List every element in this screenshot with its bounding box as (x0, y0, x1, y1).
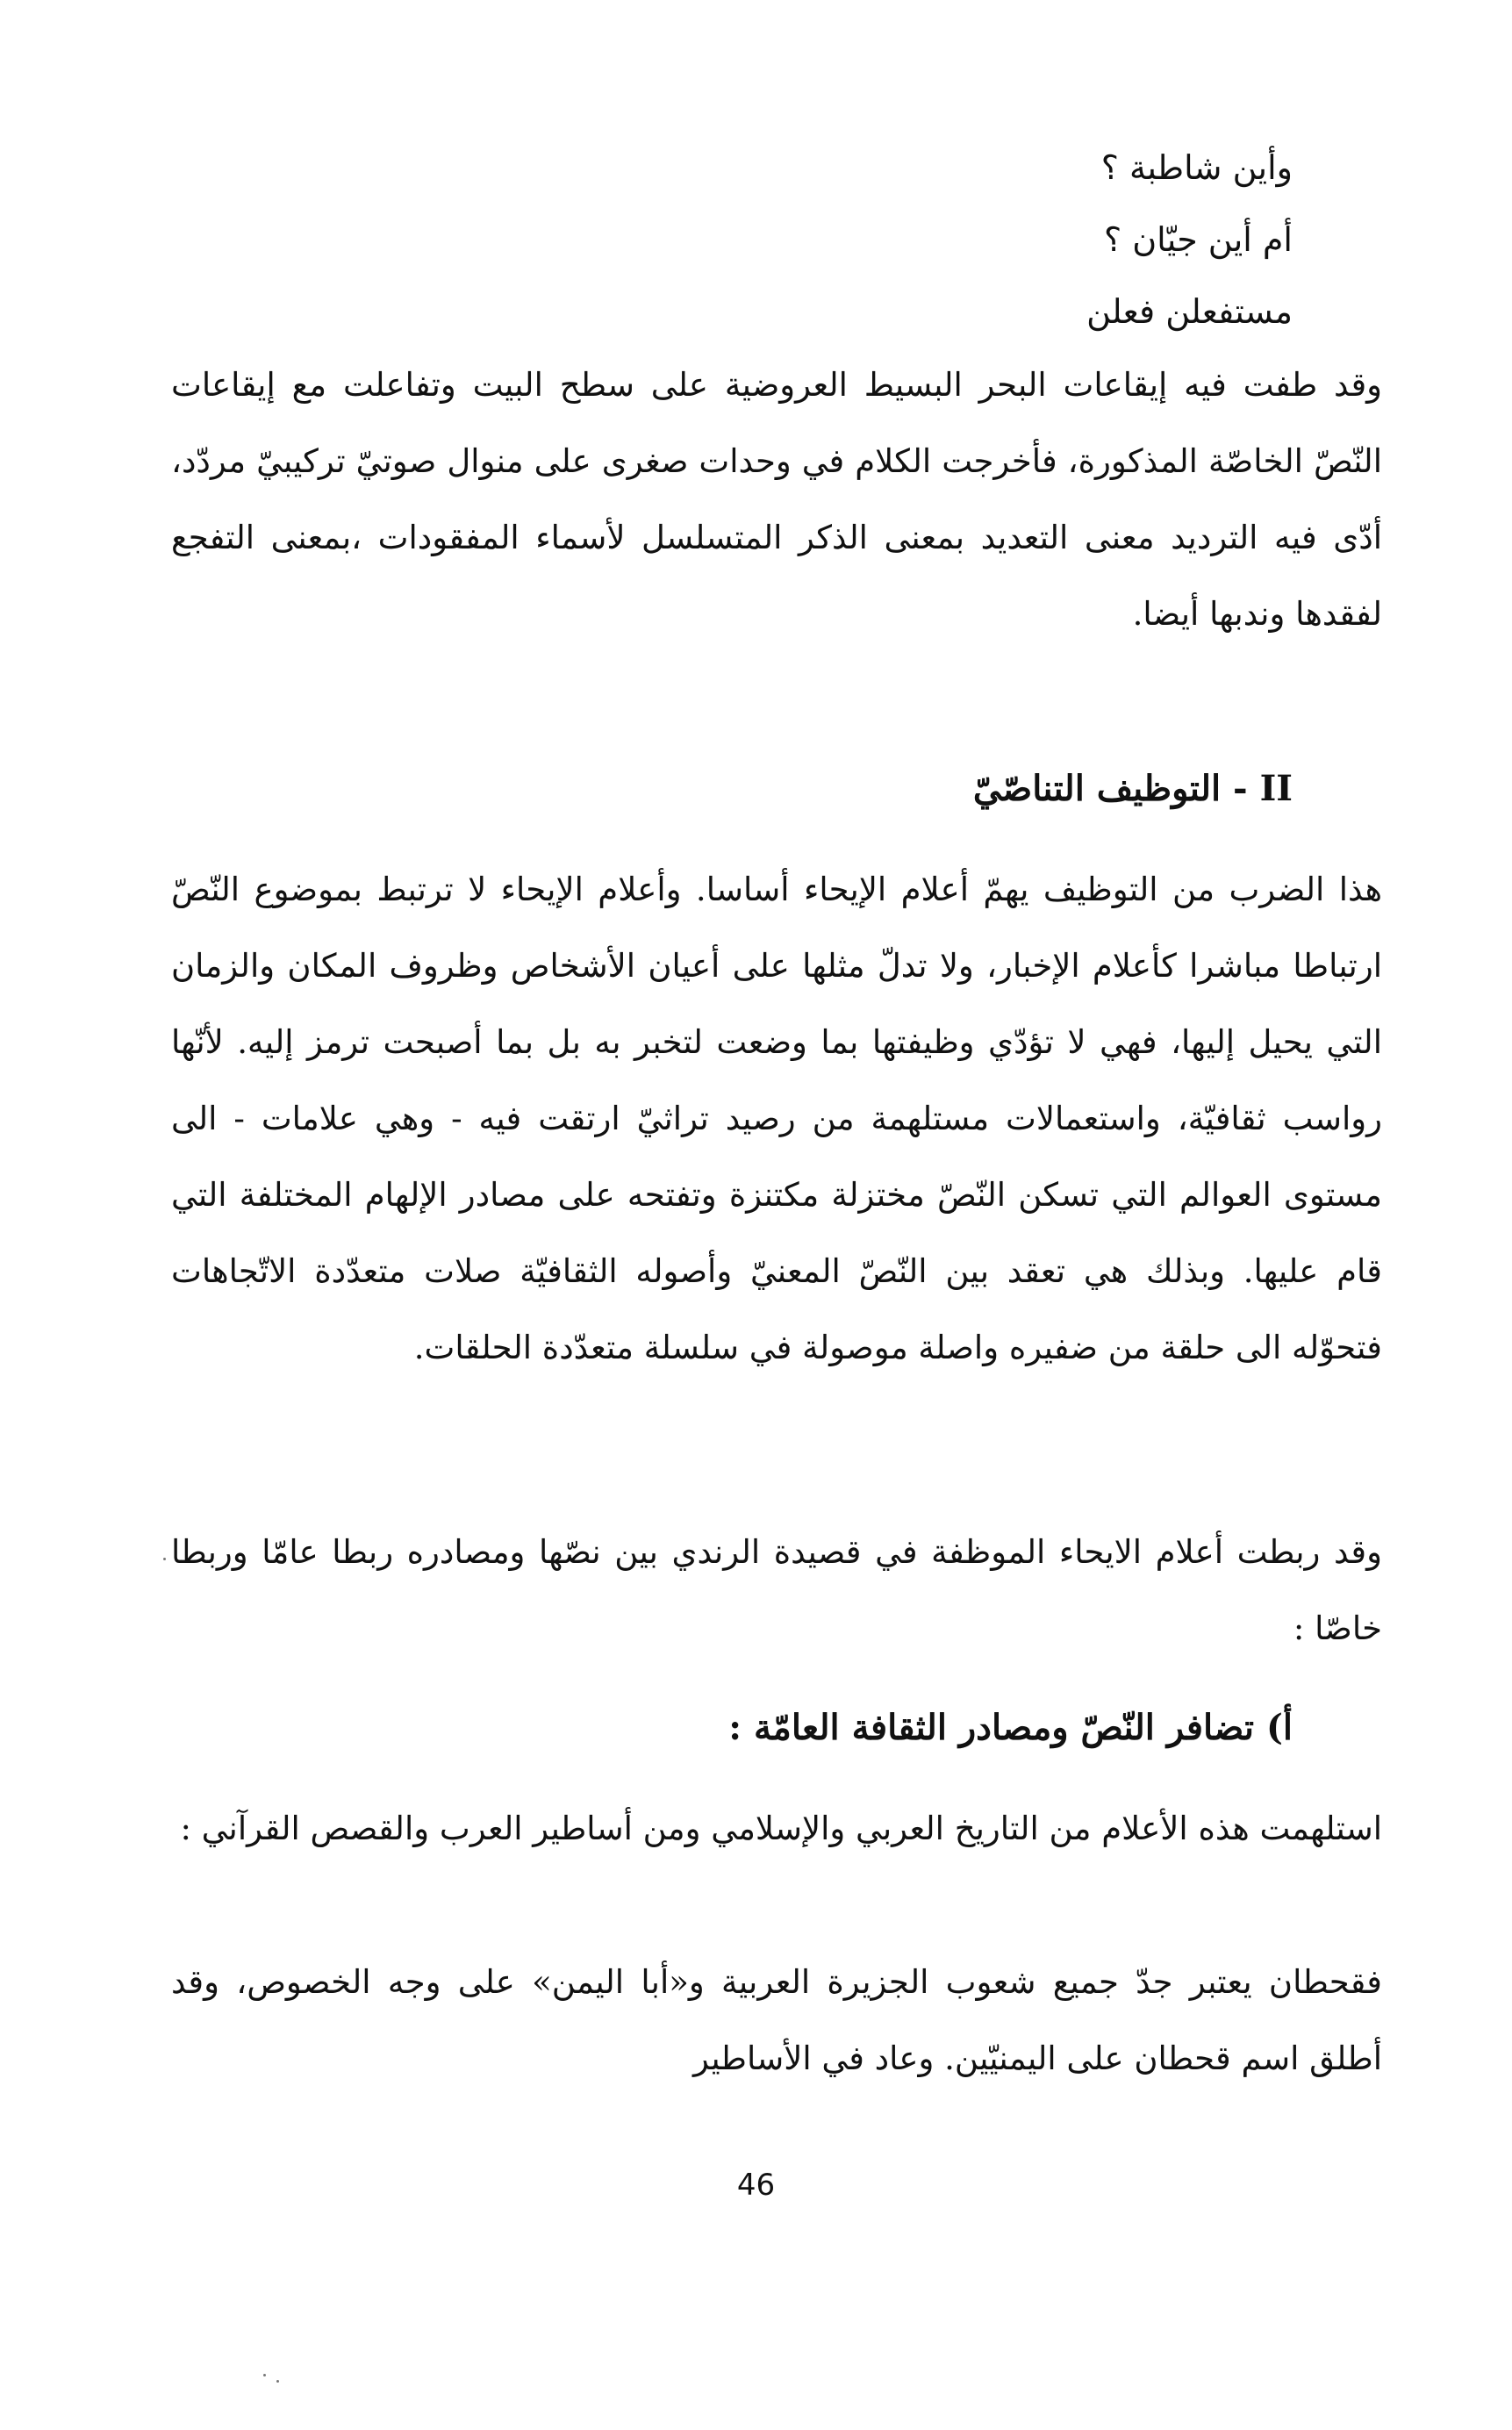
paragraph-meter: وقد طفت فيه إيقاعات البحر البسيط العروضية على سطح البيت وتفاعلت مع إيقاعات النّصّ الخاصّة المذكورة، فأخرجت الكلام في وحدات صغرى على منوال صوتيّ تركيبيّ مردّد، أدّى فيه الترديد معنى التعديد بمعنى الذكر المتسلسل لأسماء المفقودات ،بمعنى التفجع لفقدها وندبها أيضا. (171, 366, 1382, 633)
scan-speck (276, 2380, 279, 2383)
subsection-heading-general-culture: أ) تضافر النّصّ ومصادر الثقافة العامّة : (728, 1707, 1293, 1748)
verse-line: وأين شاطبة ؟ (1100, 148, 1293, 187)
scan-speck (263, 2374, 266, 2376)
paragraph-rundi-links: وقد ربطت أعلام الايحاء الموظفة في قصيدة الرندي بين نصّها ومصادره ربطا عامّا وربطا خاصّا : (171, 1533, 1382, 1647)
verse-line: أم أين جيّان ؟ (1104, 220, 1293, 259)
paragraph-sources: استلهمت هذه الأعلام من التاريخ العربي والإسلامي ومن أساطير العرب والقصص القرآني : (180, 1810, 1382, 1847)
verse-block (1086, 132, 1293, 348)
scan-speck (163, 1558, 166, 1560)
section-heading-intertextual: II - التوظيف التناصّيّ (972, 768, 1293, 809)
page-number: 46 (736, 2168, 776, 2203)
paragraph-allusion-names: هذا الضرب من التوظيف يهمّ أعلام الإيحاء أساسا. وأعلام الإيحاء لا ترتبط بموضوع النّصّ ارتباطا مباشرا كأعلام الإخبار، ولا تدلّ مثلها على أعيان الأشخاص وظروف المكان والزمان التي يحيل إليها، فهي لا تؤدّي وظيفتها بما وضعت لتخبر به بل بما أصبحت ترمز إليه. لأنّها رواسب ثقافيّة، واستعمالات مستلهمة من رصيد تراثيّ ارتقت فيه - وهي علامات - الى مستوى العوالم التي تسكن النّصّ مختزلة مكتنزة وتفتحه على مصادر الإلهام المختلفة التي قام عليها. وبذلك هي تعقد بين النّصّ المعنيّ وأصوله الثقافيّة صلات متعدّدة الاتّجاهات فتحوّله الى حلقة من ضفيره واصلة موصولة في سلسلة متعدّدة الحلقات. (171, 871, 1382, 1366)
verse-line: مستفعلن فعلن (1086, 292, 1293, 331)
paragraph-qahtan: فقحطان يعتبر جدّ جميع شعوب الجزيرة العربية و«أبا اليمن» على وجه الخصوص، وقد أطلق اسم قحطان على اليمنيّين. وعاد في الأساطير (171, 1963, 1382, 2077)
